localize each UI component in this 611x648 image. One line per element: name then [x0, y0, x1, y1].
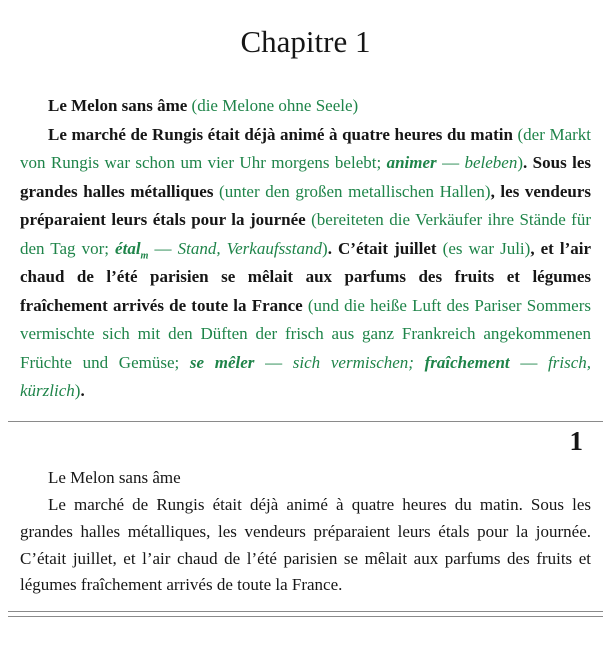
text-segment: ) — [74, 381, 81, 401]
text-segment: — — [254, 352, 293, 372]
text-segment: — — [436, 153, 465, 173]
text-segment: (die Melone ohne Seele) — [191, 96, 359, 115]
text-segment: m — [140, 250, 149, 262]
chapter-title: Chapitre 1 — [240, 24, 371, 59]
text-segment: beleben — [464, 153, 518, 173]
text-segment: Le Melon sans âme — [48, 96, 192, 115]
text-segment: , les vendeurs préparaient leurs étals pour la journée — [20, 181, 592, 230]
text-segment: (es war Juli) — [442, 238, 531, 258]
text-segment: — — [509, 352, 549, 372]
text-segment: (unter den großen metallischen Hallen) — [219, 181, 491, 201]
interlinear-section — [20, 92, 591, 406]
plain-text-section — [20, 465, 591, 599]
section-separator — [8, 421, 603, 422]
text-segment: Le marché de Rungis était déjà animé à quatre heures du matin — [48, 124, 518, 144]
text-segment: (der Markt von Rungis war schon um vier Uhr morgens belebt; — [20, 124, 592, 173]
text-segment: animer — [386, 153, 437, 173]
text-segment: sich vermischen; — [292, 352, 425, 372]
text-segment: frisch, kürzlich — [20, 352, 591, 401]
interlinear-paragraph — [20, 121, 591, 406]
text-segment: . Sous les grandes halles métalliques — [20, 153, 591, 201]
text-segment: se mêler — [189, 352, 255, 372]
section-number: 1 — [569, 426, 583, 457]
text-segment: ) — [517, 153, 524, 173]
text-segment: (und die heiße Luft des Pariser Sommers vermischte sich mit den Düften der frisch aus ganz Frankreich angekommenen Früchte und Gemüse; — [20, 295, 591, 372]
text-segment: — — [148, 238, 178, 258]
plain-paragraph: Le marché de Rungis était déjà animé à quatre heures du matin. Sous les grandes halles métalliques, les vendeurs préparaient leurs étals pour la journée. C’était juillet, et l’air chaud de l’été parisien se mêlait aux parfums des fruits et légumes fraîchement arrivés de toute la France. — [20, 494, 591, 595]
interlinear-paragraph — [20, 92, 591, 121]
text-segment: . — [80, 381, 85, 401]
text-segment: étal — [115, 238, 141, 258]
text-segment: fraîchement — [424, 352, 510, 372]
text-segment: (bereiteten die Verkäufer ihre Stände für den Tag vor; — [20, 210, 591, 258]
text-segment: ) — [322, 238, 328, 258]
bottom-rule — [8, 611, 603, 617]
text-segment: . C’était juillet — [327, 238, 443, 258]
plain-paragraph: Le Melon sans âme — [48, 468, 181, 488]
text-segment: , et l’air chaud de l’été parisien se mêlait aux parfums des fruits et légumes fraîchement arrivés de toute la France — [20, 238, 592, 315]
text-segment: Stand, Verkaufsstand — [177, 238, 323, 258]
